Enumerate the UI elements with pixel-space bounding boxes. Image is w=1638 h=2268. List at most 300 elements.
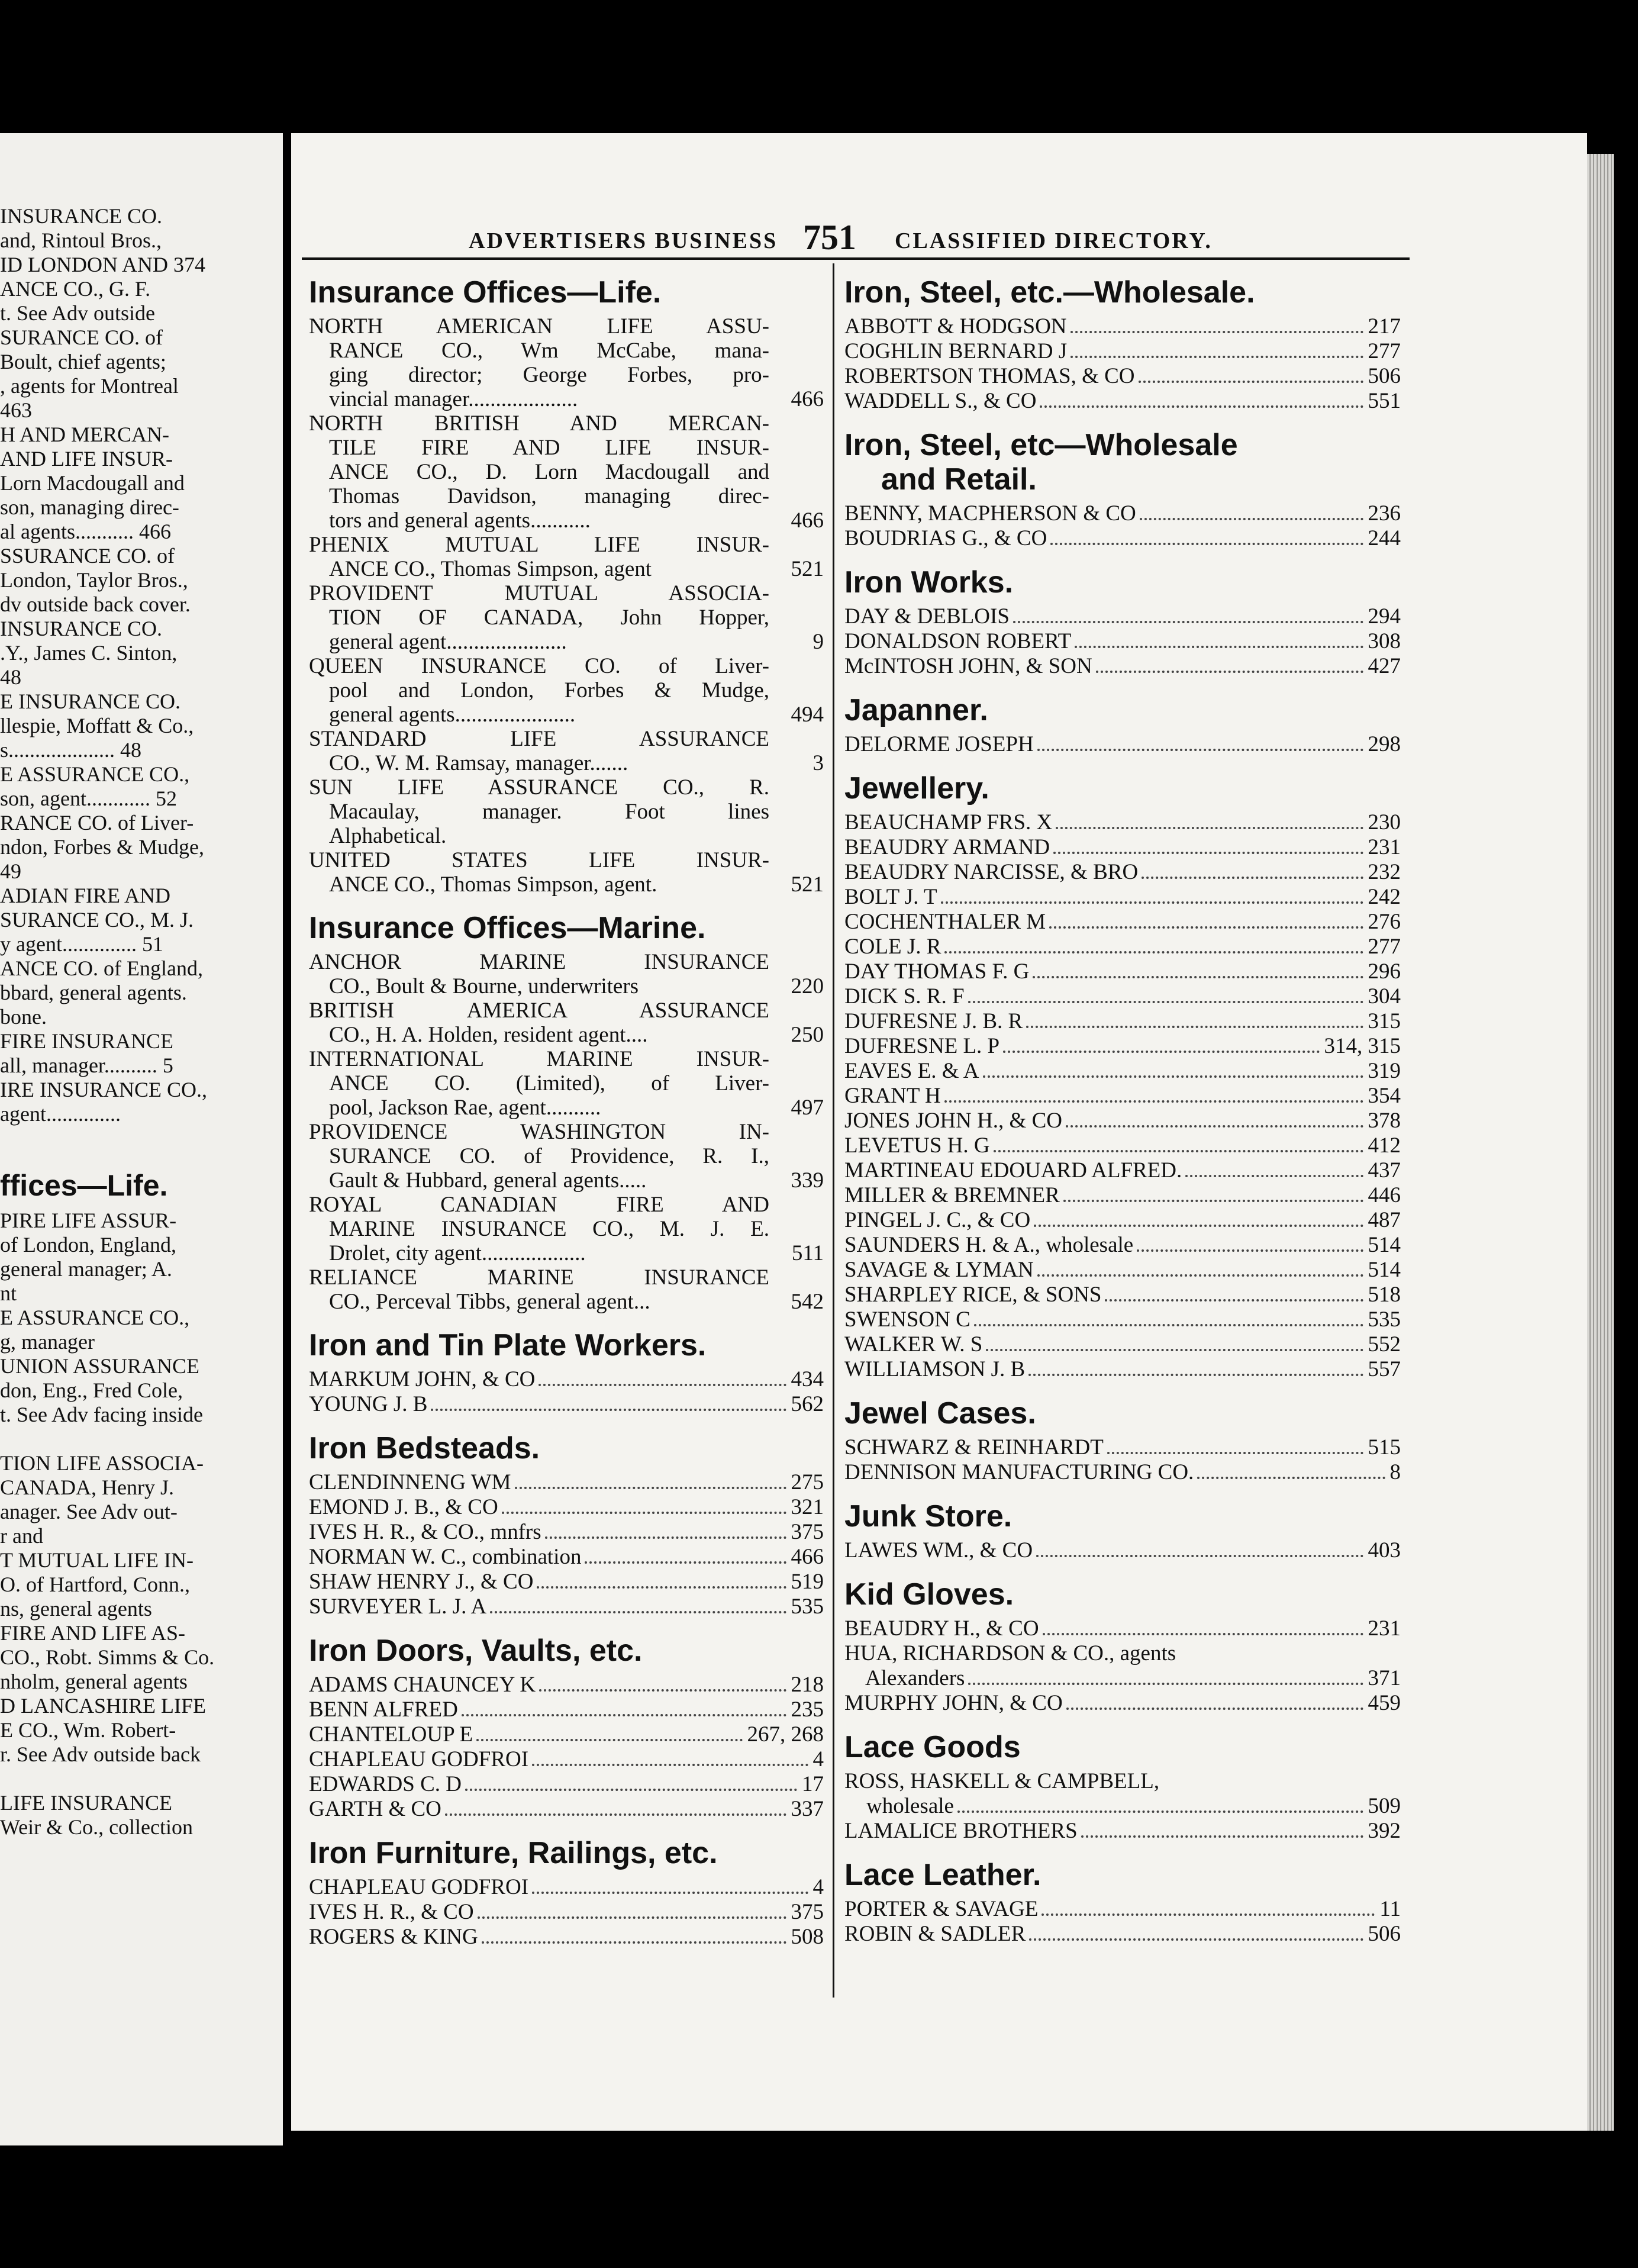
entry-page-number: 371 bbox=[1368, 1666, 1401, 1690]
section-entries-japanner bbox=[844, 732, 1401, 757]
entry-name: LEVETUS H. G bbox=[844, 1133, 990, 1158]
dot-leader bbox=[431, 1409, 786, 1411]
dot-leader bbox=[532, 1764, 808, 1766]
entry-name: SHAW HENRY J., & CO bbox=[309, 1570, 534, 1594]
facing-page-line: son, agent............ 52 bbox=[0, 787, 177, 810]
entry-page-number: 231 bbox=[1368, 835, 1401, 859]
entry-page-number: 218 bbox=[791, 1673, 824, 1697]
section-heading-steel-retail-cont: and Retail. bbox=[881, 462, 1037, 497]
facing-page-line: E ASSURANCE CO., bbox=[0, 1306, 190, 1329]
section-heading-insurance-marine: Insurance Offices—Marine. bbox=[309, 911, 706, 945]
entry-page-number: 392 bbox=[1368, 1819, 1401, 1843]
entry-page-number: 494 bbox=[791, 703, 824, 727]
entry-line: SUN LIFE ASSURANCE CO., R. bbox=[309, 775, 769, 800]
dot-leader bbox=[1013, 621, 1363, 623]
entry-page-number: 304 bbox=[1368, 984, 1401, 1009]
dot-leader bbox=[1040, 405, 1363, 408]
facing-page-line: H AND MERCAN- bbox=[0, 423, 170, 446]
page-edges bbox=[1587, 154, 1614, 2131]
facing-page-line bbox=[0, 1427, 260, 1451]
entry-page-number: 487 bbox=[1368, 1208, 1401, 1232]
running-head-left: ADVERTISERS BUSINESS bbox=[469, 228, 778, 253]
section-entries-iron-works bbox=[844, 604, 1401, 679]
entry-page-number: 232 bbox=[1368, 860, 1401, 884]
facing-page-line: INSURANCE CO. bbox=[0, 204, 163, 228]
entry-name: DUFRESNE J. B. R bbox=[844, 1009, 1023, 1033]
entry-page-number: 339 bbox=[791, 1168, 824, 1193]
dot-leader bbox=[1036, 1555, 1363, 1557]
facing-page-line: g, manager bbox=[0, 1330, 95, 1354]
entry-name: CHANTELOUP E bbox=[309, 1722, 473, 1747]
directory-entry bbox=[309, 533, 824, 581]
section-heading-doors-vaults: Iron Doors, Vaults, etc. bbox=[309, 1634, 643, 1668]
entry-line: Alphabetical. bbox=[329, 824, 447, 848]
entry-page-number: 562 bbox=[791, 1392, 824, 1416]
directory-entry bbox=[309, 1697, 824, 1722]
entry-line: ANCE CO., D. Lorn Macdougall and bbox=[329, 460, 769, 484]
facing-page-line: SURANCE CO. of bbox=[0, 326, 163, 349]
section-entries-furniture bbox=[309, 1875, 824, 1950]
entry-name: BEAUDRY ARMAND bbox=[844, 835, 1050, 859]
entry-name: BOLT J. T bbox=[844, 885, 937, 909]
section-heading-iron-works: Iron Works. bbox=[844, 565, 1014, 600]
facing-page-lines bbox=[0, 133, 260, 1839]
dot-leader bbox=[532, 1892, 808, 1894]
entry-name: BEAUDRY NARCISSE, & BRO bbox=[844, 860, 1139, 884]
entry-page-number: 521 bbox=[791, 557, 824, 581]
directory-entry bbox=[844, 885, 1401, 910]
directory-entry bbox=[309, 1925, 824, 1950]
facing-page-line: nt bbox=[0, 1281, 17, 1305]
entry-page-number: 236 bbox=[1368, 501, 1401, 526]
entry-page-number: 514 bbox=[1368, 1233, 1401, 1257]
entry-name: CLENDINNENG WM bbox=[309, 1470, 511, 1494]
entry-name: McINTOSH JOHN, & SON bbox=[844, 654, 1092, 678]
facing-page-line: INSURANCE CO. bbox=[0, 617, 163, 640]
facing-page-line: ns, general agents bbox=[0, 1597, 152, 1621]
entry-page-number: 242 bbox=[1368, 885, 1401, 909]
entry-name: MILLER & BREMNER bbox=[844, 1183, 1060, 1207]
entry-name: ROSS, HASKELL & CAMPBELL, bbox=[844, 1769, 1160, 1793]
directory-entry bbox=[309, 1797, 824, 1822]
facing-page-line: CO., Robt. Simms & Co. bbox=[0, 1645, 215, 1669]
entry-page-number: 230 bbox=[1368, 810, 1401, 835]
entry-name: CHAPLEAU GODFROI bbox=[309, 1875, 529, 1899]
entry-page-number: 267, 268 bbox=[747, 1722, 824, 1747]
column-divider bbox=[833, 263, 834, 1998]
entry-name: LAMALICE BROTHERS bbox=[844, 1819, 1078, 1843]
section-heading-junk-store: Junk Store. bbox=[844, 1499, 1013, 1534]
dot-leader bbox=[968, 1001, 1363, 1003]
dot-leader bbox=[957, 1810, 1363, 1813]
entry-page-number: 275 bbox=[791, 1470, 824, 1494]
facing-page-line: London, Taylor Bros., bbox=[0, 568, 188, 592]
directory-entry bbox=[309, 727, 824, 775]
entry-name: WADDELL S., & CO bbox=[844, 389, 1037, 413]
dot-leader bbox=[476, 1739, 742, 1741]
entry-name: wholesale bbox=[844, 1794, 954, 1818]
dot-leader bbox=[539, 1384, 786, 1386]
dot-leader bbox=[1026, 1026, 1363, 1028]
entry-name: JONES JOHN H., & CO bbox=[844, 1109, 1062, 1133]
entry-name: PORTER & SAVAGE bbox=[844, 1897, 1039, 1921]
facing-page-line: Weir & Co., collection bbox=[0, 1815, 194, 1839]
facing-page-line: E CO., Wm. Robert- bbox=[0, 1718, 176, 1742]
directory-entry bbox=[309, 1265, 824, 1314]
dot-leader bbox=[1049, 926, 1363, 929]
directory-entry bbox=[844, 1009, 1401, 1034]
entry-name: HUA, RICHARDSON & CO., agents bbox=[844, 1641, 1176, 1665]
facing-page-line: Boult, chief agents; bbox=[0, 350, 166, 373]
entry-name: DELORME JOSEPH bbox=[844, 732, 1034, 756]
entry-name: ROBIN & SADLER bbox=[844, 1922, 1026, 1946]
facing-page-line: don, Eng., Fred Cole, bbox=[0, 1378, 183, 1402]
directory-entry bbox=[844, 1922, 1401, 1947]
entry-line: INTERNATIONAL MARINE INSUR- bbox=[309, 1047, 769, 1071]
entry-line: PHENIX MUTUAL LIFE INSUR- bbox=[309, 533, 769, 557]
directory-entry bbox=[844, 1158, 1401, 1183]
dot-leader bbox=[1070, 356, 1363, 358]
directory-entry bbox=[844, 1641, 1401, 1666]
entry-page-number: 276 bbox=[1368, 910, 1401, 934]
entry-page-number: 434 bbox=[791, 1367, 824, 1391]
dot-leader bbox=[1003, 1051, 1319, 1053]
entry-name: BOUDRIAS G., & CO bbox=[844, 526, 1047, 550]
entry-line: tors and general agents........... bbox=[329, 508, 591, 533]
entry-name: Alexanders bbox=[844, 1666, 965, 1690]
directory-entry bbox=[844, 629, 1401, 654]
dot-leader bbox=[462, 1714, 786, 1716]
entry-name: COLE J. R bbox=[844, 935, 941, 959]
entry-page-number: 403 bbox=[1368, 1538, 1401, 1563]
facing-page-line: nholm, general agents bbox=[0, 1670, 188, 1693]
entry-page-number: 277 bbox=[1368, 339, 1401, 363]
entry-line: SURANCE CO. of Providence, R. I., bbox=[329, 1144, 769, 1168]
dot-leader bbox=[1056, 827, 1363, 829]
dot-leader bbox=[1139, 381, 1363, 383]
dot-leader bbox=[1053, 852, 1363, 854]
entry-name: DICK S. R. F bbox=[844, 984, 965, 1009]
entry-page-number: 535 bbox=[1368, 1307, 1401, 1332]
facing-page-line: AND LIFE INSUR- bbox=[0, 447, 173, 471]
entry-line: ANCE CO., Thomas Simpson, agent. bbox=[329, 872, 657, 897]
directory-entry bbox=[844, 526, 1401, 551]
directory-entry bbox=[844, 1084, 1401, 1109]
entry-name: DAY THOMAS F. G bbox=[844, 959, 1030, 984]
facing-page-line: r. See Adv outside back bbox=[0, 1742, 201, 1766]
entry-page-number: 542 bbox=[791, 1290, 824, 1314]
section-heading-jewellery: Jewellery. bbox=[844, 771, 989, 806]
section-heading-tin-plate: Iron and Tin Plate Workers. bbox=[309, 1328, 707, 1362]
facing-page-line: LIFE INSURANCE bbox=[0, 1791, 173, 1815]
dot-leader bbox=[1028, 1374, 1363, 1376]
entry-page-number: 427 bbox=[1368, 654, 1401, 678]
entry-line: TION OF CANADA, John Hopper, bbox=[329, 605, 769, 630]
dot-leader bbox=[1140, 518, 1363, 520]
facing-page-line: 463 bbox=[0, 398, 32, 422]
entry-page-number: 535 bbox=[791, 1594, 824, 1619]
section-heading-kid-gloves: Kid Gloves. bbox=[844, 1577, 1014, 1612]
facing-page-line: ADIAN FIRE AND bbox=[0, 884, 170, 907]
directory-entry bbox=[844, 1794, 1401, 1819]
entry-page-number: 17 bbox=[802, 1772, 824, 1796]
dot-leader bbox=[537, 1586, 786, 1589]
section-entries-doors-vaults bbox=[309, 1673, 824, 1822]
entry-name: PINGEL J. C., & CO bbox=[844, 1208, 1031, 1232]
facing-page-line: SURANCE CO., M. J. bbox=[0, 908, 194, 932]
entry-name: CHAPLEAU GODFROI bbox=[309, 1747, 529, 1771]
entry-page-number: 4 bbox=[812, 1875, 824, 1899]
facing-page-line: general manager; A. bbox=[0, 1257, 172, 1281]
facing-page-line: .Y., James C. Sinton, bbox=[0, 641, 178, 665]
directory-entry bbox=[309, 1545, 824, 1570]
entry-page-number: 11 bbox=[1379, 1897, 1401, 1921]
dot-leader bbox=[968, 1683, 1363, 1685]
facing-page-line: ffices—Life. bbox=[0, 1169, 168, 1202]
dot-leader bbox=[994, 1150, 1363, 1152]
section-entries-insurance-marine bbox=[309, 950, 824, 1314]
entry-line: CO., Boult & Bourne, underwriters bbox=[329, 974, 639, 998]
entry-page-number: 466 bbox=[791, 1545, 824, 1569]
directory-entry bbox=[844, 654, 1401, 679]
entry-page-number: 337 bbox=[791, 1797, 824, 1821]
facing-page-line: r and bbox=[0, 1524, 43, 1548]
entry-page-number: 378 bbox=[1368, 1109, 1401, 1133]
directory-entry bbox=[309, 1047, 824, 1120]
dot-leader bbox=[1029, 1938, 1363, 1941]
section-entries-steel-retail bbox=[844, 501, 1401, 551]
entry-page-number: 506 bbox=[1368, 364, 1401, 388]
entry-page-number: 518 bbox=[1368, 1283, 1401, 1307]
entry-name: ROGERS & KING bbox=[309, 1925, 478, 1949]
header-rule bbox=[302, 257, 1410, 260]
directory-entry bbox=[844, 314, 1401, 339]
entry-name: SCHWARZ & REINHARDT bbox=[844, 1435, 1104, 1460]
entry-page-number: 354 bbox=[1368, 1084, 1401, 1108]
directory-entry bbox=[309, 1747, 824, 1772]
entry-page-number: 519 bbox=[791, 1570, 824, 1594]
dot-leader bbox=[490, 1611, 786, 1613]
facing-page-line: and, Rintoul Bros., bbox=[0, 228, 162, 252]
entry-line: pool, Jackson Rae, agent.......... bbox=[329, 1096, 601, 1120]
entry-page-number: 217 bbox=[1368, 314, 1401, 339]
entry-page-number: 551 bbox=[1368, 389, 1401, 413]
entry-name: WILLIAMSON J. B bbox=[844, 1357, 1026, 1381]
directory-entry bbox=[844, 1307, 1401, 1332]
entry-name: IVES H. R., & CO., mnfrs bbox=[309, 1520, 541, 1544]
section-heading-steel-wholesale: Iron, Steel, etc.—Wholesale. bbox=[844, 275, 1255, 310]
directory-entry bbox=[844, 604, 1401, 629]
section-heading-lace-goods: Lace Goods bbox=[844, 1730, 1021, 1764]
directory-entry bbox=[309, 1570, 824, 1594]
facing-page-line: FIRE AND LIFE AS- bbox=[0, 1621, 186, 1645]
section-heading-japanner: Japanner. bbox=[844, 693, 988, 727]
directory-entry bbox=[844, 1109, 1401, 1133]
entry-line: UNITED STATES LIFE INSUR- bbox=[309, 848, 769, 872]
section-entries-bedsteads bbox=[309, 1470, 824, 1619]
facing-page-line: Lorn Macdougall and bbox=[0, 471, 185, 495]
entry-name: MARKUM JOHN, & CO bbox=[309, 1367, 536, 1391]
running-head-right: CLASSIFIED DIRECTORY. bbox=[895, 228, 1213, 253]
entry-name: EMOND J. B., & CO bbox=[309, 1495, 498, 1519]
entry-line: QUEEN INSURANCE CO. of Liver- bbox=[309, 654, 769, 678]
dot-leader bbox=[1037, 749, 1363, 751]
directory-entry bbox=[309, 314, 824, 411]
entry-name: ABBOTT & HODGSON bbox=[844, 314, 1067, 339]
dot-leader bbox=[1096, 671, 1363, 673]
dot-leader bbox=[1142, 877, 1363, 879]
directory-entry bbox=[844, 860, 1401, 885]
entry-page-number: 508 bbox=[791, 1925, 824, 1949]
directory-entry bbox=[844, 1059, 1401, 1084]
entry-name: SWENSON C bbox=[844, 1307, 970, 1332]
left-column bbox=[309, 275, 824, 1950]
entry-page-number: 319 bbox=[1368, 1059, 1401, 1083]
entry-page-number: 375 bbox=[791, 1520, 824, 1544]
entry-page-number: 9 bbox=[812, 630, 824, 654]
section-entries-jewel-cases bbox=[844, 1435, 1401, 1485]
directory-entry bbox=[309, 1900, 824, 1925]
entry-page-number: 3 bbox=[812, 751, 824, 775]
dot-leader bbox=[539, 1689, 786, 1692]
entry-page-number: 8 bbox=[1389, 1460, 1401, 1484]
directory-entry bbox=[844, 1769, 1401, 1794]
dot-leader bbox=[515, 1487, 786, 1489]
entry-page-number: 314, 315 bbox=[1324, 1034, 1401, 1058]
entry-page-number: 375 bbox=[791, 1900, 824, 1924]
facing-page-line: PIRE LIFE ASSUR- bbox=[0, 1209, 177, 1232]
directory-entry bbox=[844, 1666, 1401, 1691]
directory-entry bbox=[309, 1367, 824, 1392]
directory-entry bbox=[309, 1120, 824, 1193]
directory-entry bbox=[844, 810, 1401, 835]
entry-name: ROBERTSON THOMAS, & CO bbox=[844, 364, 1135, 388]
dot-leader bbox=[465, 1789, 797, 1791]
facing-page-line: IRE INSURANCE CO., bbox=[0, 1078, 208, 1101]
entry-page-number: 296 bbox=[1368, 959, 1401, 984]
facing-page-line: ANCE CO., G. F. bbox=[0, 277, 151, 301]
directory-entry bbox=[844, 1332, 1401, 1357]
directory-entry bbox=[309, 1594, 824, 1619]
facing-page-line: T MUTUAL LIFE IN- bbox=[0, 1548, 194, 1572]
directory-entry bbox=[309, 654, 824, 727]
directory-entry bbox=[844, 984, 1401, 1009]
entry-line: ROYAL CANADIAN FIRE AND bbox=[309, 1193, 769, 1217]
directory-entry bbox=[844, 1691, 1401, 1716]
entry-page-number: 497 bbox=[791, 1096, 824, 1120]
directory-entry bbox=[309, 950, 824, 998]
entry-name: COGHLIN BERNARD J bbox=[844, 339, 1068, 363]
dot-leader bbox=[1070, 331, 1363, 333]
entry-page-number: 231 bbox=[1368, 1616, 1401, 1641]
facing-page-line: UNION ASSURANCE bbox=[0, 1354, 200, 1378]
entry-line: ANCHOR MARINE INSURANCE bbox=[309, 950, 769, 974]
directory-entry bbox=[844, 1034, 1401, 1059]
section-entries-lace-goods bbox=[844, 1769, 1401, 1844]
entry-page-number: 557 bbox=[1368, 1357, 1401, 1381]
section-entries-junk-store bbox=[844, 1538, 1401, 1563]
facing-page-line: 48 bbox=[0, 665, 21, 689]
directory-entry bbox=[844, 1233, 1401, 1258]
entry-name: BENN ALFRED bbox=[309, 1697, 458, 1722]
directory-entry bbox=[844, 959, 1401, 984]
entry-name: SAVAGE & LYMAN bbox=[844, 1258, 1034, 1282]
facing-page-line bbox=[0, 1126, 260, 1151]
directory-page bbox=[291, 133, 1587, 2131]
facing-page-line: son, managing direc- bbox=[0, 495, 179, 519]
dot-leader bbox=[482, 1941, 786, 1944]
directory-entry bbox=[844, 1538, 1401, 1563]
entry-line: general agents...................... bbox=[329, 703, 576, 727]
right-column bbox=[844, 275, 1401, 1947]
entry-line: RANCE CO., Wm McCabe, mana- bbox=[329, 339, 769, 363]
directory-entry bbox=[309, 1470, 824, 1495]
section-heading-insurance-life: Insurance Offices—Life. bbox=[309, 275, 662, 310]
facing-page-line: E INSURANCE CO. bbox=[0, 690, 181, 713]
directory-entry bbox=[844, 339, 1401, 364]
directory-entry bbox=[844, 1133, 1401, 1158]
facing-page-line: CANADA, Henry J. bbox=[0, 1476, 174, 1499]
directory-entry bbox=[309, 1520, 824, 1545]
directory-entry bbox=[844, 732, 1401, 757]
directory-entry bbox=[844, 364, 1401, 389]
directory-entry bbox=[309, 1722, 824, 1747]
entry-name: BEAUDRY H., & CO bbox=[844, 1616, 1039, 1641]
dot-leader bbox=[1075, 646, 1363, 648]
facing-page-line: E ASSURANCE CO., bbox=[0, 762, 190, 786]
facing-page-line: D LANCASHIRE LIFE bbox=[0, 1694, 206, 1718]
directory-entry bbox=[309, 581, 824, 654]
entry-page-number: 515 bbox=[1368, 1435, 1401, 1460]
dot-leader bbox=[1033, 976, 1363, 978]
entry-page-number: 506 bbox=[1368, 1922, 1401, 1946]
facing-page-line: dv outside back cover. bbox=[0, 592, 191, 616]
directory-entry bbox=[844, 910, 1401, 935]
facing-page-line: anager. See Adv out- bbox=[0, 1500, 178, 1523]
entry-name: COCHENTHALER M bbox=[844, 910, 1046, 934]
facing-page-line: t. See Adv facing inside bbox=[0, 1403, 203, 1426]
entry-line: Gault & Hubbard, general agents..... bbox=[329, 1168, 647, 1193]
entry-line: TILE FIRE AND LIFE INSUR- bbox=[329, 436, 769, 460]
facing-page-line: llespie, Moffatt & Co., bbox=[0, 714, 194, 737]
directory-entry bbox=[844, 1258, 1401, 1283]
entry-name: MARTINEAU EDOUARD ALFRED. bbox=[844, 1158, 1182, 1183]
entry-line: MARINE INSURANCE CO., M. J. E. bbox=[329, 1217, 769, 1241]
dot-leader bbox=[986, 1349, 1363, 1351]
entry-name: EAVES E. & A bbox=[844, 1059, 979, 1083]
facing-page-line: of London, England, bbox=[0, 1233, 176, 1257]
directory-entry bbox=[309, 1772, 824, 1797]
dot-leader bbox=[941, 901, 1363, 904]
facing-page-line: s.................... 48 bbox=[0, 738, 142, 762]
section-entries-steel-wholesale bbox=[844, 314, 1401, 414]
section-heading-jewel-cases: Jewel Cases. bbox=[844, 1396, 1036, 1431]
entry-name: YOUNG J. B bbox=[309, 1392, 428, 1416]
entry-line: NORTH AMERICAN LIFE ASSU- bbox=[309, 314, 769, 339]
entry-page-number: 220 bbox=[791, 974, 824, 998]
facing-page-line: all, manager.......... 5 bbox=[0, 1054, 173, 1077]
dot-leader bbox=[974, 1324, 1363, 1326]
entry-name: DENNISON MANUFACTURING CO. bbox=[844, 1460, 1194, 1484]
dot-leader bbox=[1063, 1200, 1363, 1202]
facing-page-line: TION LIFE ASSOCIA- bbox=[0, 1451, 204, 1475]
facing-page-line: RANCE CO. of Liver- bbox=[0, 811, 194, 835]
entry-name: WALKER W. S bbox=[844, 1332, 983, 1357]
entry-page-number: 294 bbox=[1368, 604, 1401, 629]
dot-leader bbox=[1042, 1913, 1375, 1916]
directory-entry bbox=[309, 775, 824, 848]
entry-page-number: 277 bbox=[1368, 935, 1401, 959]
